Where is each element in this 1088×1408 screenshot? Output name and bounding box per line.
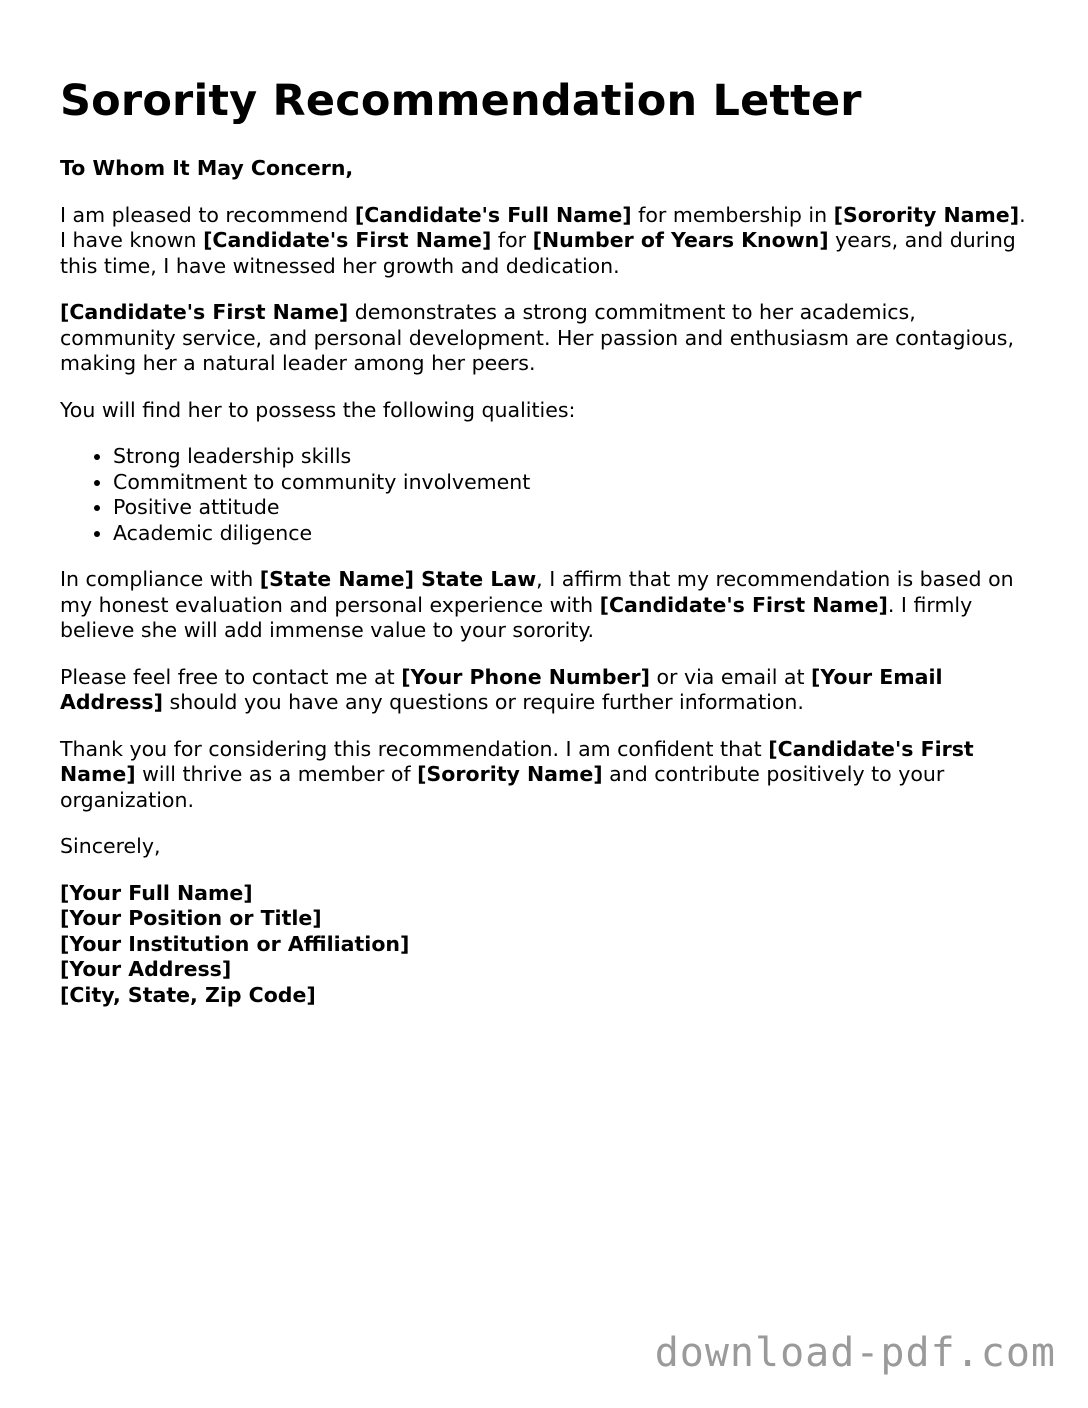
- greeting-text: To Whom It May Concern,: [60, 156, 354, 180]
- p1-text-1: I am pleased to recommend: [60, 202, 355, 227]
- p4-text-1: In compliance with: [60, 567, 260, 591]
- p1-text-5: years, and during this time, I have witnessed her growth and dedication.: [60, 228, 1016, 278]
- email-address-placeholder: [Your Email Address]: [60, 664, 943, 714]
- p5-text-3: should you have any questions or require further information.: [163, 690, 804, 714]
- p5-text-2: or via email at: [649, 664, 812, 689]
- list-item: • Academic diligence: [113, 521, 1035, 547]
- list-item: • Strong leadership skills: [113, 444, 1035, 470]
- candidate-first-name-placeholder: [Candidate's First Name]: [60, 300, 349, 324]
- paragraph-introduction: [60, 203, 1035, 280]
- candidate-first-name-placeholder: [Candidate's First Name]: [60, 736, 974, 786]
- paragraph-thanks: [60, 737, 1035, 814]
- years-known-placeholder: [Number of Years Known]: [532, 228, 829, 252]
- p2-text-1: demonstrates a strong commitment to her academics, community service, and personal development. Her passion and enthusiasm are contagious, making her a natural leader among her peers.: [60, 300, 1014, 375]
- p6-text-1: Thank you for considering this recommendation. I am confident that: [60, 736, 769, 761]
- phone-number-placeholder: [Your Phone Number]: [401, 664, 650, 689]
- watermark: download-pdf.com: [654, 1330, 1056, 1376]
- paragraph-qualities-intro: You will find her to possess the following qualities:: [60, 397, 576, 422]
- p6-text-2: will thrive as a member of: [135, 762, 418, 786]
- signature-block: [60, 881, 1035, 1009]
- p1-text-2: for membership in: [631, 202, 834, 227]
- closing: Sincerely,: [60, 834, 161, 858]
- candidate-full-name-placeholder: [Candidate's Full Name]: [354, 202, 632, 227]
- signature-city: [City, State, Zip Code]: [60, 982, 316, 1007]
- greeting: [60, 156, 1035, 182]
- p4-text-3: . I firmly believe she will add immense value to your sorority.: [60, 592, 973, 642]
- candidate-first-name-placeholder: [Candidate's First Name]: [203, 228, 492, 252]
- p1-text-3: . I have known: [60, 202, 1026, 252]
- signature-name: [Your Full Name]: [60, 880, 253, 905]
- p4-text-2: , I affirm that my recommendation is based on my honest evaluation and personal experience with: [60, 567, 1014, 617]
- letter-page: [60, 70, 1035, 1008]
- paragraph-compliance: [60, 567, 1035, 644]
- p1-text-4: for: [491, 228, 533, 252]
- sorority-name-placeholder: [Sorority Name]: [833, 202, 1020, 227]
- signature-address: [Your Address]: [60, 957, 232, 981]
- page-title: Sorority Recommendation Letter: [60, 76, 862, 126]
- candidate-first-name-placeholder: [Candidate's First Name]: [599, 592, 888, 617]
- p5-text-1: Please feel free to contact me at: [60, 664, 402, 689]
- p6-text-3: and contribute positively to your organization.: [60, 762, 945, 812]
- qualities-list: [60, 444, 1035, 546]
- sorority-name-placeholder: [Sorority Name]: [417, 762, 603, 786]
- signature-position: [Your Position or Title]: [60, 906, 322, 930]
- state-law-placeholder: [State Name] State Law: [259, 567, 537, 591]
- signature-institution: [Your Institution or Affiliation]: [60, 931, 410, 956]
- paragraph-commitment: [60, 300, 1035, 377]
- list-item: • Positive attitude: [113, 495, 1035, 521]
- list-item: • Commitment to community involvement: [113, 470, 1035, 496]
- paragraph-contact: [60, 665, 1035, 716]
